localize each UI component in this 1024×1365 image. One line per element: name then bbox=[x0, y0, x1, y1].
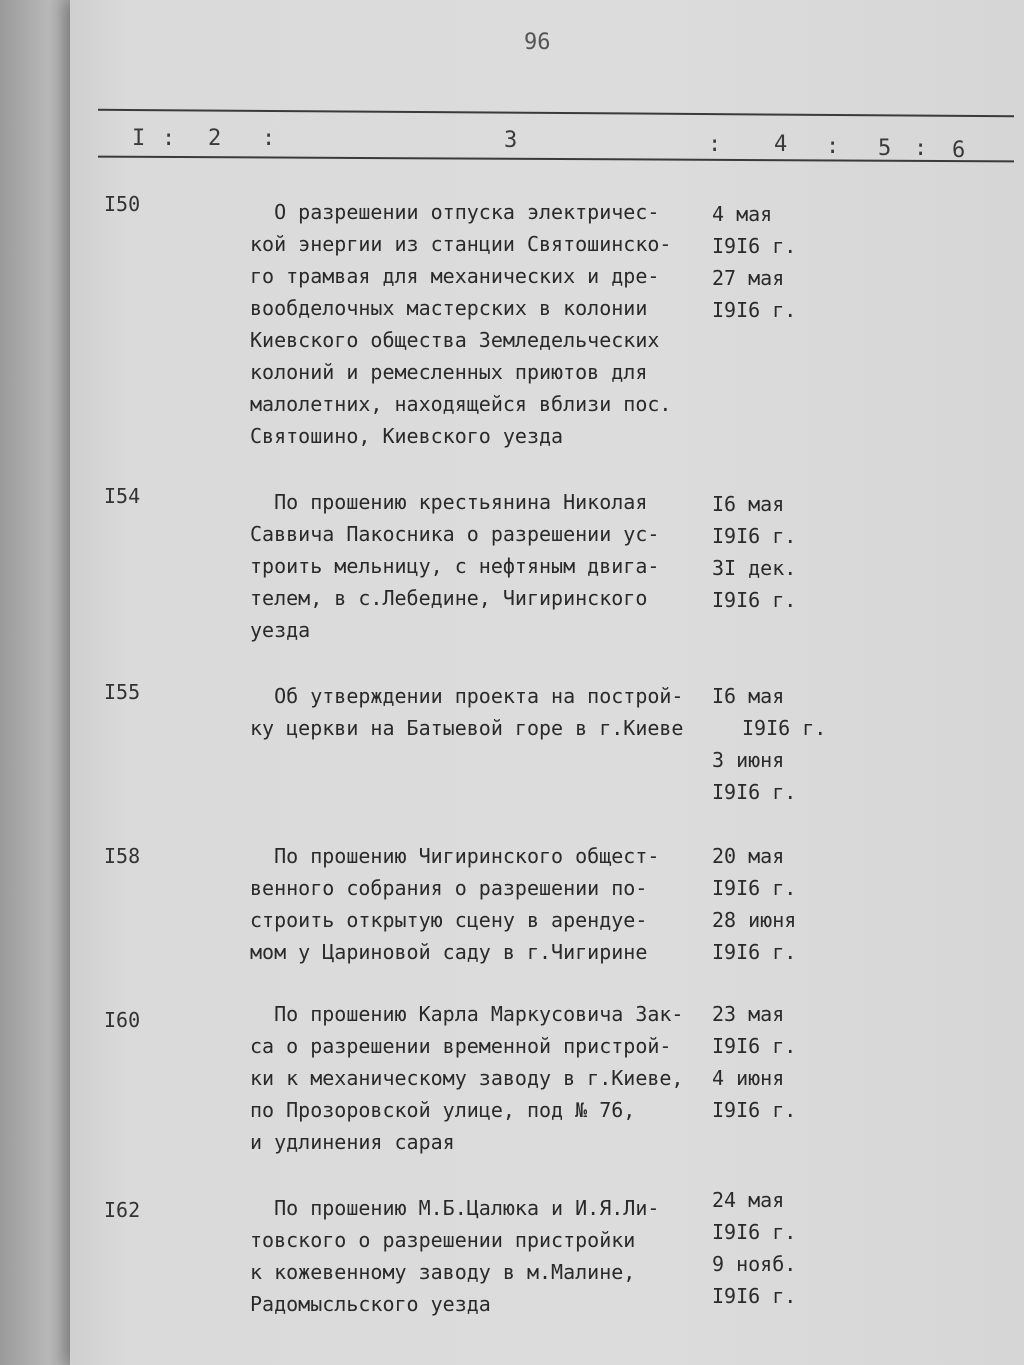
date-line: 4 мая bbox=[712, 202, 773, 226]
entry-dates bbox=[712, 680, 872, 808]
description-line: По прошению крестьянина Николая bbox=[250, 490, 648, 514]
column-2-header: 2 bbox=[208, 126, 222, 151]
description-line: Саввича Пакосника о разрешении ус- bbox=[250, 522, 660, 546]
column-6-header: 6 bbox=[952, 138, 966, 163]
date-line: 23 мая bbox=[712, 1002, 785, 1026]
date-line: 20 мая bbox=[712, 844, 785, 868]
description-line: венного собрания о разрешении по- bbox=[250, 876, 648, 900]
description-line: вообделочных мастерских в колонии bbox=[250, 296, 648, 320]
entry-description bbox=[250, 998, 720, 1158]
date-line: 24 мая bbox=[712, 1188, 785, 1212]
description-line: товского о разрешении пристройки bbox=[250, 1228, 636, 1252]
entry-number: I60 bbox=[104, 1008, 141, 1032]
description-line: ку церкви на Батыевой горе в г.Киеве bbox=[250, 716, 684, 740]
column-5-header: 5 bbox=[878, 136, 892, 161]
description-line: кой энергии из станции Святошинско- bbox=[250, 232, 672, 256]
description-line: строить открытую сцену в арендуе- bbox=[250, 908, 648, 932]
page-number: 96 bbox=[524, 30, 551, 55]
date-line: I9I6 г. bbox=[712, 1220, 797, 1244]
entry-number: I54 bbox=[104, 484, 141, 508]
entry-dates bbox=[712, 488, 872, 616]
entry-description bbox=[250, 840, 720, 968]
description-line: го трамвая для механических и дре- bbox=[250, 264, 660, 288]
description-line: По прошению Карла Маркусовича Зак- bbox=[250, 1002, 684, 1026]
description-line: ки к механическому заводу в г.Киеве, bbox=[250, 1066, 684, 1090]
column-separator: : bbox=[162, 126, 176, 151]
description-line: телем, в с.Лебедине, Чигиринского bbox=[250, 586, 648, 610]
description-line: Киевского общества Земледельческих bbox=[250, 328, 660, 352]
column-separator: : bbox=[708, 132, 722, 157]
description-line: колоний и ремесленных приютов для bbox=[250, 360, 648, 384]
description-line: По прошению Чигиринского общест- bbox=[250, 844, 660, 868]
date-line: I9I6 г. bbox=[712, 1098, 797, 1122]
date-line: I9I6 г. bbox=[712, 524, 797, 548]
date-line: I9I6 г. bbox=[742, 716, 827, 740]
column-separator: : bbox=[914, 136, 928, 161]
date-line: 27 мая bbox=[712, 266, 785, 290]
entry-description bbox=[250, 196, 720, 452]
entry-dates bbox=[712, 1184, 872, 1312]
book-spine-shadow bbox=[0, 0, 70, 1365]
date-line: 3 июня bbox=[712, 748, 785, 772]
column-1-header: I bbox=[132, 126, 146, 151]
column-3-header: 3 bbox=[504, 128, 518, 153]
column-4-header: 4 bbox=[774, 132, 788, 157]
entry-description bbox=[250, 486, 720, 646]
column-separator: : bbox=[262, 126, 276, 151]
date-line: 4 июня bbox=[712, 1066, 785, 1090]
date-line: I9I6 г. bbox=[712, 234, 797, 258]
column-separator: : bbox=[826, 134, 840, 159]
entry-dates bbox=[712, 840, 872, 968]
description-line: малолетних, находящейся вблизи пос. bbox=[250, 392, 672, 416]
date-line: I9I6 г. bbox=[712, 940, 797, 964]
entry-number: I50 bbox=[104, 192, 141, 216]
date-line: I9I6 г. bbox=[712, 780, 797, 804]
description-line: По прошению М.Б.Цалюка и И.Я.Ли- bbox=[250, 1196, 660, 1220]
description-line: по Прозоровской улице, под № 76, bbox=[250, 1098, 636, 1122]
description-line: Об утверждении проекта на построй- bbox=[250, 684, 684, 708]
date-line: I9I6 г. bbox=[712, 298, 797, 322]
description-line: Святошино, Киевского уезда bbox=[250, 424, 564, 448]
date-line: I9I6 г. bbox=[712, 1284, 797, 1308]
entry-dates bbox=[712, 998, 872, 1126]
date-line: I9I6 г. bbox=[712, 876, 797, 900]
description-line: и удлинения сарая bbox=[250, 1130, 455, 1154]
date-line: 9 нояб. bbox=[712, 1252, 797, 1276]
entry-dates bbox=[712, 198, 872, 326]
description-line: Радомысльского уезда bbox=[250, 1292, 491, 1316]
description-line: уезда bbox=[250, 618, 311, 642]
date-line: I6 мая bbox=[712, 684, 785, 708]
entry-description bbox=[250, 680, 720, 744]
entry-number: I55 bbox=[104, 680, 141, 704]
date-line: I9I6 г. bbox=[712, 1034, 797, 1058]
description-line: са о разрешении временной пристрой- bbox=[250, 1034, 672, 1058]
description-line: троить мельницу, с нефтяным двига- bbox=[250, 554, 660, 578]
description-line: О разрешении отпуска электричес- bbox=[250, 200, 660, 224]
date-line: I9I6 г. bbox=[712, 588, 797, 612]
date-line: 28 июня bbox=[712, 908, 797, 932]
entry-number: I62 bbox=[104, 1198, 141, 1222]
entry-description bbox=[250, 1192, 720, 1320]
description-line: к кожевенному заводу в м.Малине, bbox=[250, 1260, 636, 1284]
date-line: 3I дек. bbox=[712, 556, 797, 580]
entry-number: I58 bbox=[104, 844, 141, 868]
date-line: I6 мая bbox=[712, 492, 785, 516]
description-line: мом у Цариновой саду в г.Чигирине bbox=[250, 940, 648, 964]
